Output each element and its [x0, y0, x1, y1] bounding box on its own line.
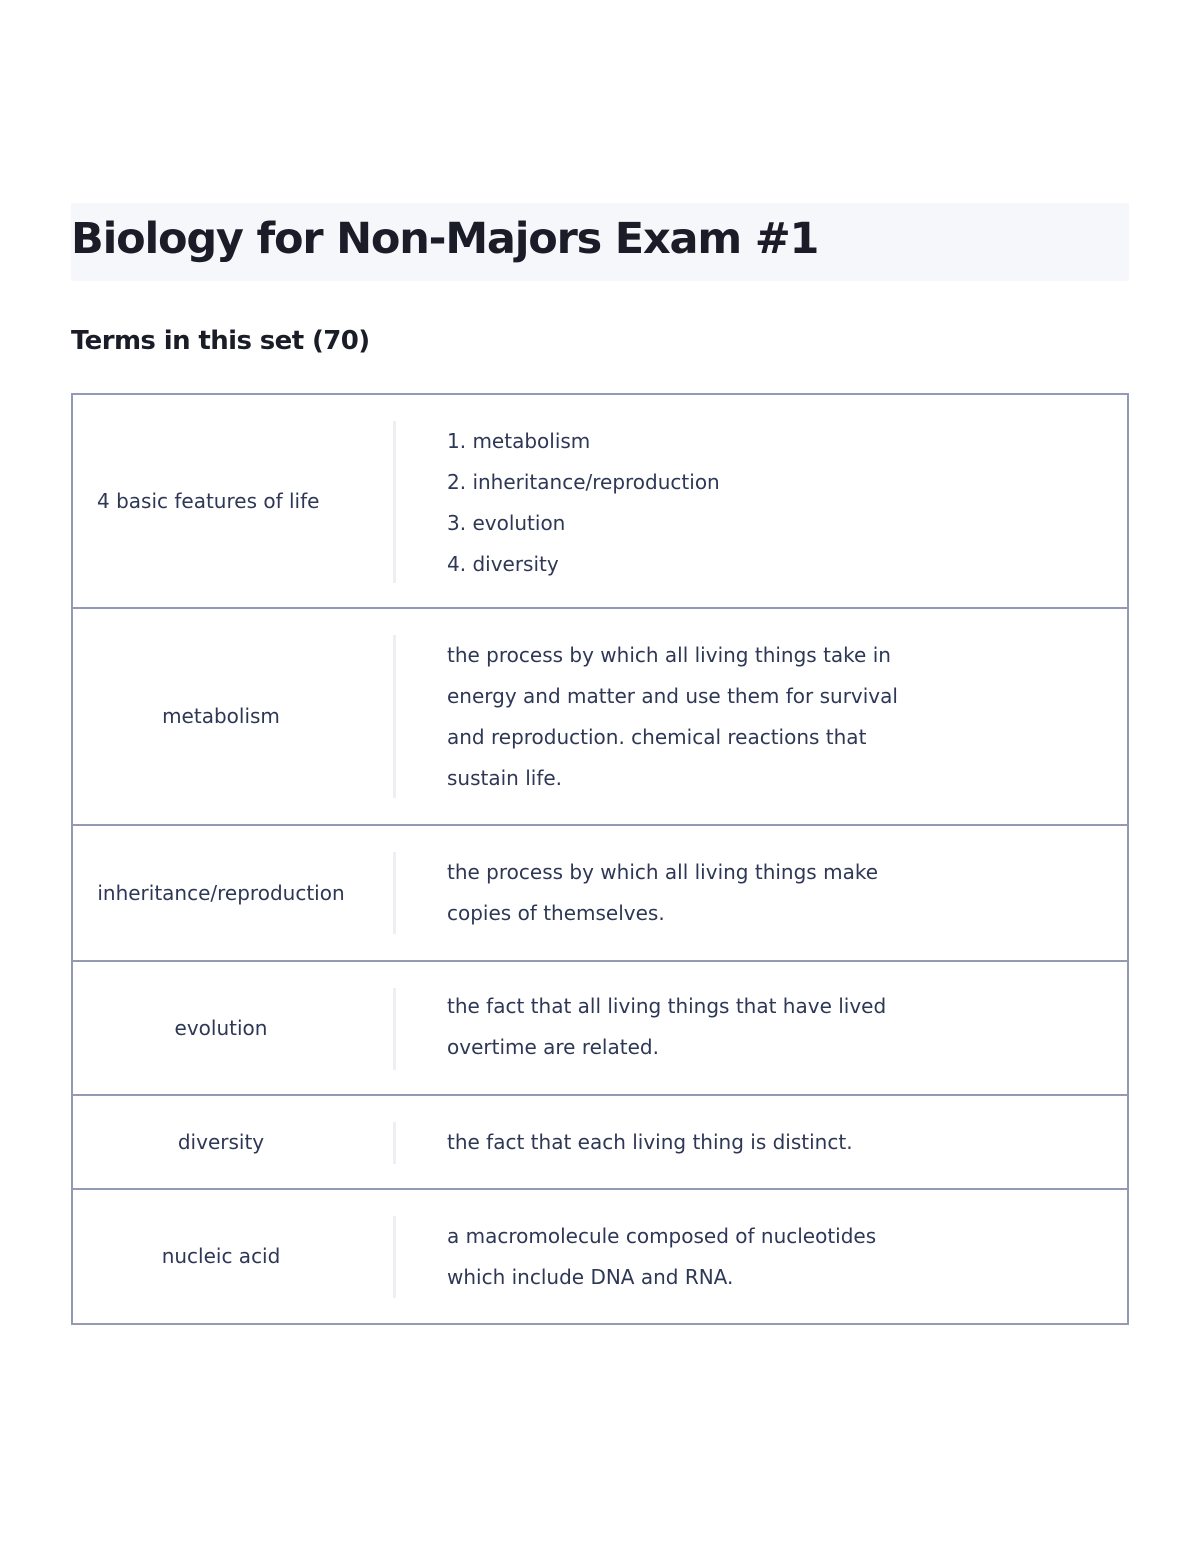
- definition-line: 4. diversity: [447, 552, 559, 576]
- definition-line: 1. metabolism: [447, 429, 591, 453]
- card-term: [73, 1236, 369, 1277]
- card-term-text: metabolism: [162, 704, 280, 728]
- card-term-text: nucleic acid: [161, 1244, 281, 1268]
- definition-line: 2. inheritance/reproduction: [447, 470, 720, 494]
- card-term-text: diversity: [177, 1129, 265, 1154]
- card-definition: [447, 421, 987, 585]
- flashcard-row: [71, 1188, 1129, 1325]
- card-term-text: evolution: [174, 1015, 268, 1040]
- card-definition: [447, 635, 987, 799]
- definition-line: the fact that each living thing is distinct.: [447, 1130, 853, 1154]
- card-divider: [393, 1216, 396, 1298]
- flashcard-list: [71, 393, 1129, 1325]
- flashcard-row: [71, 393, 1129, 609]
- terms-count-heading: Terms in this set (70): [71, 326, 370, 356]
- definition-line: a macromolecule composed of nucleotides: [447, 1224, 877, 1248]
- card-term: [73, 873, 369, 914]
- definition-line: the process by which all living things make: [447, 860, 878, 884]
- card-divider: [393, 988, 396, 1070]
- flashcard-row: [71, 1094, 1129, 1190]
- card-term: [73, 1008, 369, 1049]
- flashcard-row: [71, 607, 1129, 826]
- title-bar: [71, 203, 1129, 281]
- card-divider: [393, 421, 396, 583]
- card-definition: [447, 852, 987, 934]
- definition-line: overtime are related.: [447, 1035, 659, 1059]
- card-divider: [393, 1122, 396, 1164]
- card-definition: [447, 1122, 987, 1163]
- card-definition: [447, 986, 987, 1068]
- definition-line: the fact that all living things that have lived: [447, 994, 887, 1018]
- page-title: Biology for Non-Majors Exam #1: [71, 214, 819, 264]
- definition-line: energy and matter and use them for survival: [447, 684, 898, 708]
- card-term-text: 4 basic features of life: [97, 488, 320, 513]
- flashcard-row: [71, 960, 1129, 1096]
- card-term: [73, 696, 369, 737]
- definition-line: and reproduction. chemical reactions that: [447, 725, 867, 749]
- definition-line: copies of themselves.: [447, 901, 665, 925]
- definition-line: sustain life.: [447, 766, 563, 790]
- definition-line: the process by which all living things take in: [447, 643, 891, 667]
- definition-line: which include DNA and RNA.: [447, 1265, 734, 1289]
- card-term: [73, 1122, 369, 1163]
- card-term-text: inheritance/reproduction: [97, 880, 345, 905]
- card-divider: [393, 852, 396, 934]
- card-definition: [447, 1216, 987, 1298]
- card-term: [73, 481, 369, 522]
- card-divider: [393, 635, 396, 798]
- flashcard-row: [71, 824, 1129, 962]
- definition-line: 3. evolution: [447, 511, 566, 535]
